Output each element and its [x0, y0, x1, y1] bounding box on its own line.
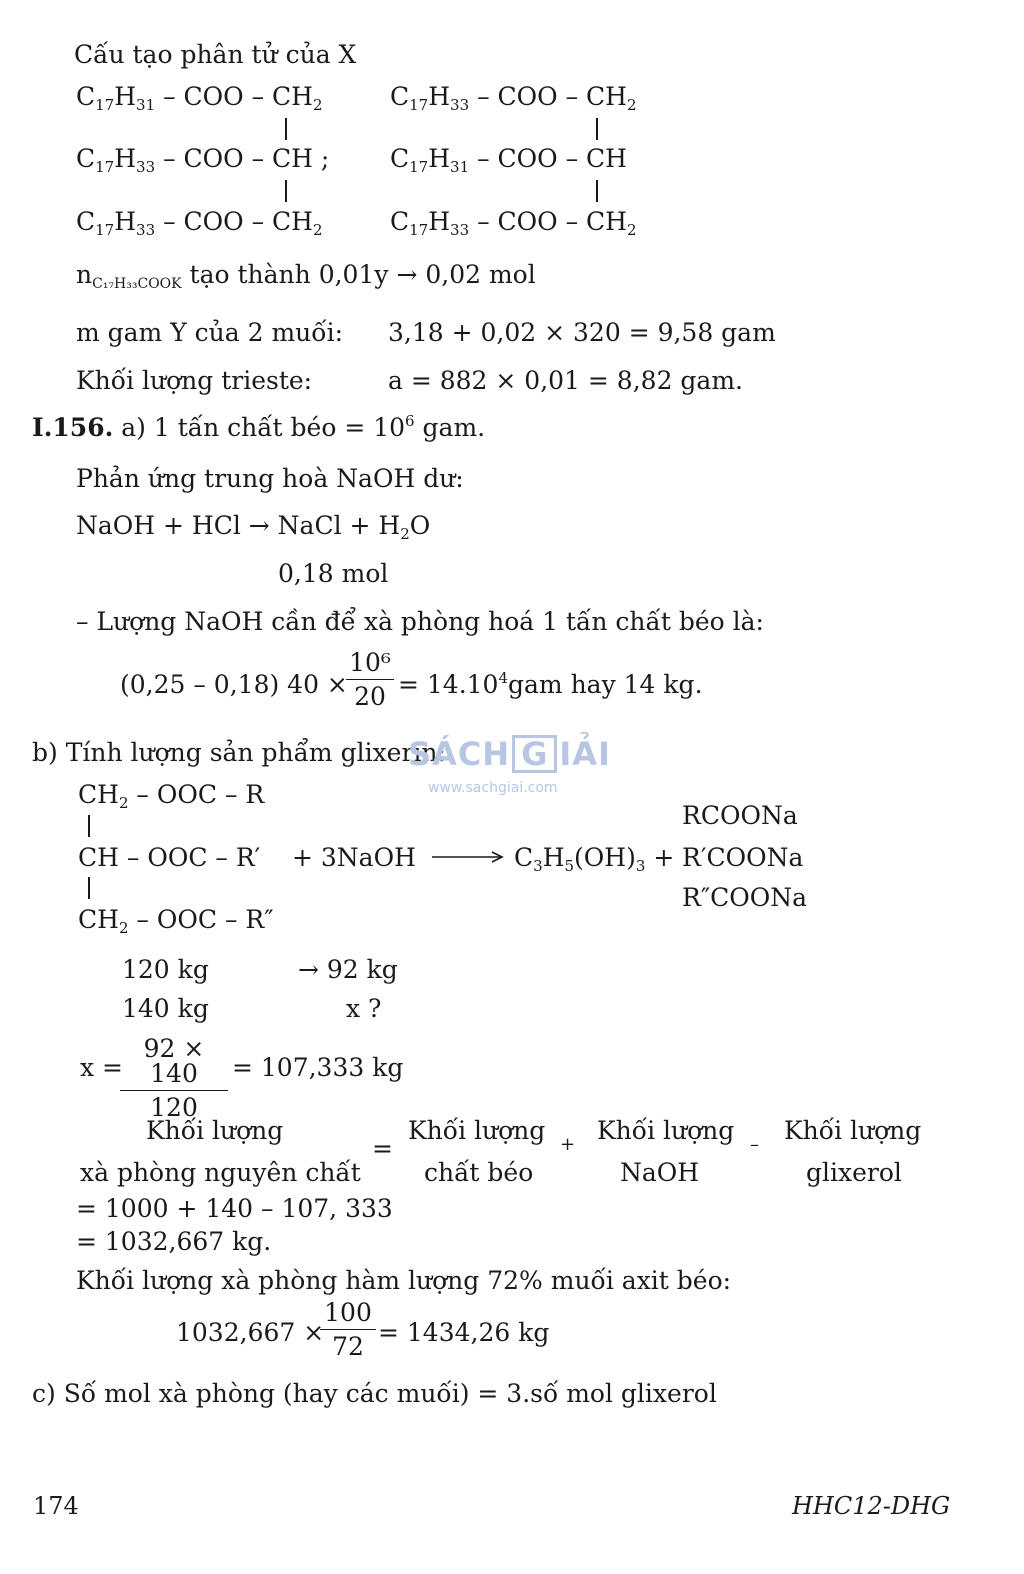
mass-plus-sign: + [560, 1134, 576, 1155]
calc1-left: (0,25 – 0,18) 40 × [120, 670, 348, 699]
calc1-denominator: 20 [354, 682, 386, 711]
soap-mass-text: Khối lượng xà phòng hàm lượng 72% muối axit béo: [76, 1266, 732, 1295]
watermark-url: www.sachgiai.com [428, 780, 558, 796]
mass-minus-sign: – [750, 1134, 759, 1155]
mass-y-value: 3,18 + 0,02 × 320 = 9,58 gam [388, 318, 776, 347]
struct-right-row3: $C_{17}H_{33}$ – COO – $CH_2$ [390, 207, 637, 239]
calc2-numerator: 100 [324, 1298, 372, 1327]
bond-line [596, 180, 598, 202]
mass-term1-line2: xà phòng nguyên chất [80, 1158, 361, 1187]
bond-line [285, 180, 287, 202]
salt-1: RCOONa [682, 801, 798, 830]
calc-x-right: = 107,333 kg [232, 1053, 404, 1082]
neutralization-text: Phản ứng trung hoà NaOH dư: [76, 464, 464, 493]
sum-line1: = 1000 + 140 – 107, 333 [76, 1194, 393, 1223]
mass-term2-line2: chất béo [424, 1158, 534, 1187]
struct-right-row1: $C_{17}H_{33}$ – COO – $CH_2$ [390, 82, 637, 114]
calc-x-numerator: 92 × 140 [143, 1034, 205, 1088]
sum-line2: = 1032,667 kg. [76, 1227, 272, 1256]
triester-label: Khối lượng trieste: [76, 366, 313, 395]
calc1-right: = $14.10^4gam$ hay 14 kg. [398, 669, 703, 699]
part-c-heading: c) Số mol xà phòng (hay các muối) = 3.số mol glixerol [32, 1379, 717, 1408]
calc-x-fraction [120, 1036, 228, 1120]
salt-3: R″COONa [682, 883, 808, 912]
struct-right-row2: $C_{17}H_{31}$ – COO – CH [390, 144, 627, 176]
watermark-logo: SÁCH G IẢI www.sachgiai.com [408, 735, 618, 835]
ratio1-right: → 92 kg [298, 955, 398, 984]
calc1-fraction [346, 650, 394, 709]
mass-eq-sign: = [372, 1134, 393, 1163]
reaction-row1: $CH_2$ – OOC – R [78, 780, 265, 812]
ratio2-right: x ? [346, 994, 382, 1023]
calc1-numerator: 10⁶ [349, 648, 391, 677]
equation-naoh-hcl: NaOH + HCl → NaCl + $H_2O$ [76, 511, 431, 543]
ratio1-left: 120 kg [122, 955, 209, 984]
bond-line [285, 118, 287, 140]
mass-term2-line1: Khối lượng [408, 1116, 546, 1145]
bond-line [596, 118, 598, 140]
mass-term1-line1: Khối lượng [146, 1116, 284, 1145]
book-code: HHC12-DHG [792, 1492, 951, 1520]
mass-term3-line2: NaOH [620, 1158, 700, 1187]
calc2-left: 1032,667 × [176, 1318, 325, 1347]
reaction-product: $C_3H_5(OH)_3$ + [514, 843, 675, 875]
calc2-fraction [320, 1300, 376, 1359]
mass-term4-line1: Khối lượng [784, 1116, 922, 1145]
mol-value: 0,18 mol [278, 559, 389, 588]
problem-heading: I.156. a) 1 tấn chất béo = $10^6$ gam. [32, 412, 486, 442]
calc-x-denominator: 120 [150, 1093, 198, 1122]
struct-left-row2: $C_{17}H_{33}$ – COO – CH ; [76, 144, 330, 176]
part-b-heading: b) Tính lượng sản phẩm glixerin: [32, 738, 446, 767]
calc-x-left: x = [80, 1053, 123, 1082]
calc2-denominator: 72 [332, 1332, 364, 1361]
reaction-row2: CH – OOC – R′ [78, 843, 261, 872]
bond-line [88, 815, 90, 837]
reaction-arrow-icon [430, 850, 508, 864]
naoh-needed-text: – Lượng NaOH cần để xà phòng hoá 1 tấn chất béo là: [76, 607, 764, 636]
struct-left-row1: $C_{17}H_{31}$ – COO – $CH_2$ [76, 82, 323, 114]
reaction-row3: $CH_2$ – OOC – R″ [78, 905, 274, 937]
page-number: 174 [33, 1492, 79, 1520]
ratio2-left: 140 kg [122, 994, 209, 1023]
triester-value: a = 882 × 0,01 = 8,82 gam. [388, 366, 743, 395]
calc2-right: = 1434,26 kg [378, 1318, 550, 1347]
reaction-reagent: + 3NaOH [292, 843, 416, 872]
struct-left-row3: $C_{17}H_{33}$ – COO – $CH_2$ [76, 207, 323, 239]
mass-term4-line2: glixerol [806, 1158, 902, 1187]
section-title: Cấu tạo phân tử của X [74, 40, 357, 69]
mass-y-label: m gam Y của 2 muối: [76, 318, 343, 347]
salt-2: R′COONa [682, 843, 804, 872]
bond-line [88, 877, 90, 899]
mass-term3-line1: Khối lượng [597, 1116, 735, 1145]
mol-line: $n_{C_{17}H_{33}COOK}$ tạo thành 0,01y → 0,02 mol [76, 260, 536, 292]
